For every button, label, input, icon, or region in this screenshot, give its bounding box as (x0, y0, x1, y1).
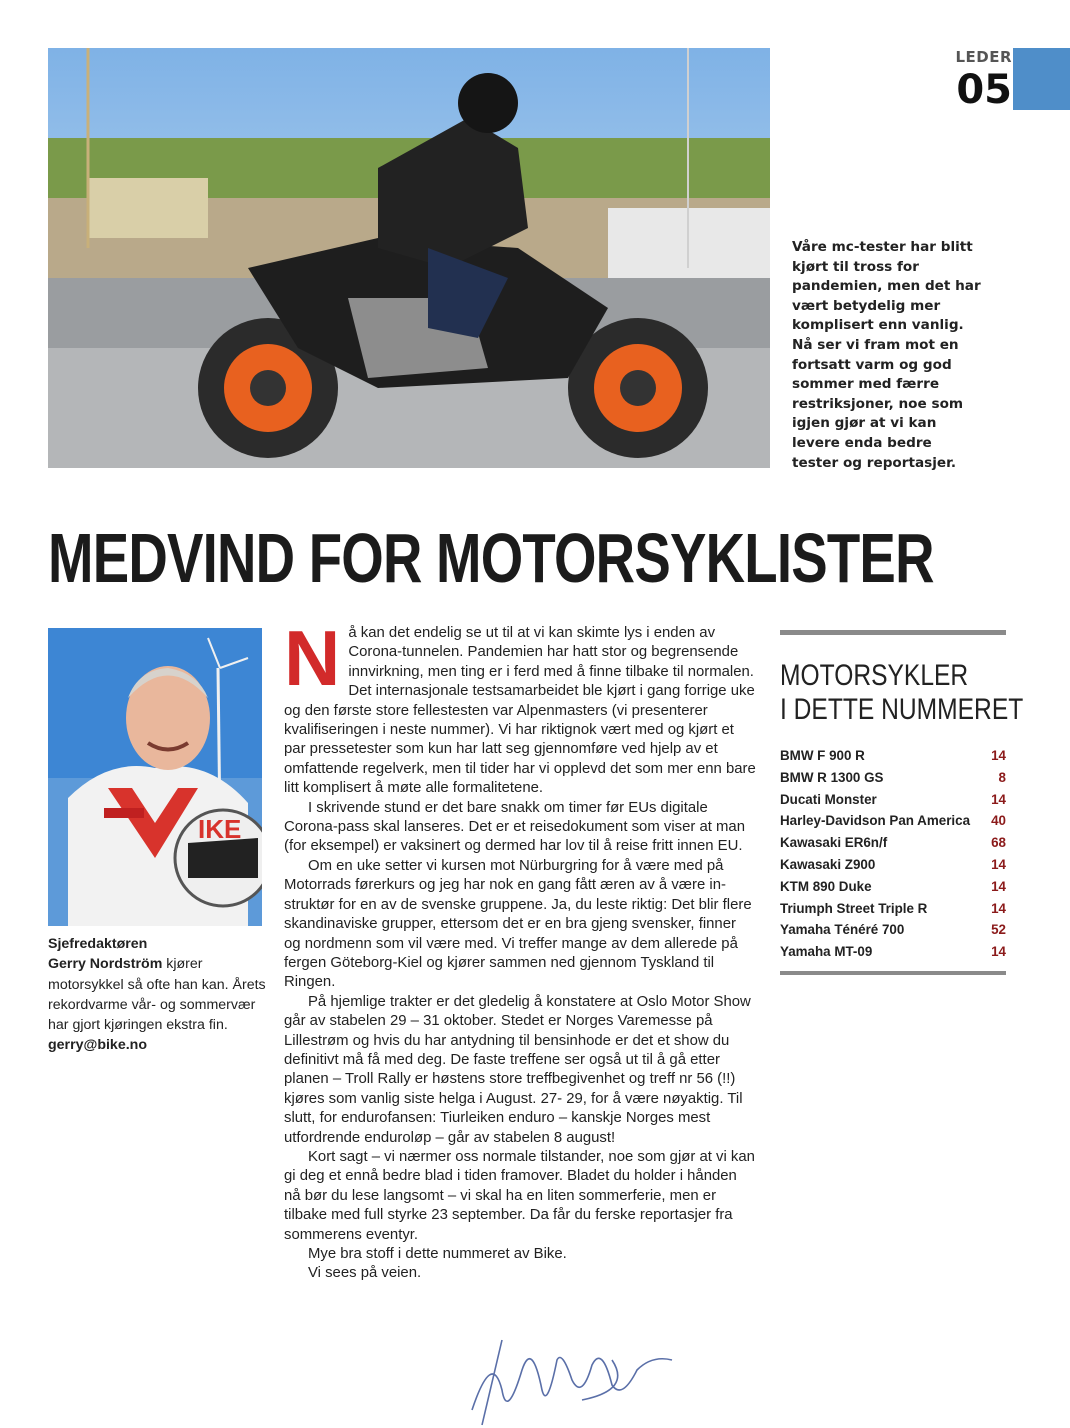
article-paragraph: På hjemlige trakter er det gledelig å konstatere at Oslo Motor Show går av stabelen 29 – 31 oktober. Stedet er Norges Varemesse på Lillestrøm og hvis du har antydning til bensinhode er det et show du definitivt må få med deg. De faste treffene ser også ut til å gå etter planen – Troll Rally er høstens store treffbegivenhet og treff nr 56 (!!) kjøres som vanlig siste helga i August. 27- 29, for å være nøyaktig. Til slutt, for endurofansen: Tiurleiken enduro – kanskje Norges mest utfordrende enduroløp – går av stabelen 8 august! (284, 993, 751, 1146)
article-paragraph: Kort sagt – vi nærmer oss normale tilstander, noe som gjør at vi kan gi deg et ennå bedre blad i tiden framover. Bladet du holder i hånden nå bør du lese langsomt – vi skal ha en liten sommerferie, men er tilbake med full styrke 23 september. Da får du ferske reportasjer fra sommerens eventyr. (284, 1148, 755, 1243)
bike-page: 14 (991, 944, 1006, 960)
bike-page: 52 (991, 922, 1006, 938)
bike-list-item (780, 941, 1006, 963)
bike-page: 14 (991, 791, 1006, 807)
sidebar-title (780, 659, 1024, 727)
bike-page: 40 (991, 813, 1006, 829)
bike-list-item (780, 854, 1006, 876)
editor-signature (462, 1330, 692, 1428)
bike-page: 14 (991, 856, 1006, 872)
headline-bold: MEDVIND (48, 519, 295, 597)
bike-name: Yamaha Ténéré 700 (780, 922, 905, 938)
section-label: LEDER (955, 48, 1012, 66)
sidebar-bikes (780, 630, 1024, 975)
article-paragraph: Vi sees på veien. (308, 1265, 422, 1282)
editor-role: Sjefredaktøren (48, 936, 148, 952)
helmet-logo-text: IKE (198, 814, 242, 844)
editor-bio-rest: kjører motorsykkel så ofte han kan. Årets rekordvarme vår- og sommervær har gjort kjøringen ekstra fin. (48, 956, 266, 1034)
page-number: 05 (956, 67, 1012, 113)
hero-photo (48, 48, 770, 468)
headline-light: FOR MOTORSYKLISTER (294, 519, 934, 597)
bike-page: 14 (991, 878, 1006, 894)
article-paragraph: å kan det endelig se ut til at vi kan skimte lys i enden av Corona-tunnelen. Pandemien har hatt stor og begrensende innvirkning, men ting er i ferd med å finne tilbake til normalen. Det internasjonale testsamarbeidet ble kjørt i gang forrige uke og den første store fellestesten var Alpenmasters (vi presenterer kvalifiseringen i neste nummer). Vi har riktignok vært med og kjørt et par pressetester som kun har latt seg gjennomføre ved hjelp av et omfattende regelverk, men til tider har vi opplevd det som mer enn bare litt komplisert å møte alle formalitetene. (284, 625, 756, 797)
bike-page: 14 (991, 900, 1006, 916)
bike-list-item (780, 810, 1006, 832)
editor-bio (48, 934, 268, 1056)
bike-list-item (780, 745, 1006, 767)
bike-name: Kawasaki Z900 (780, 856, 876, 872)
motorcycle-rider-image (48, 48, 770, 468)
bike-name: Triumph Street Triple R (780, 900, 928, 916)
bike-list-item (780, 832, 1006, 854)
bike-page: 68 (991, 835, 1006, 851)
sidebar-title-line2: I DETTE NUMMERET (780, 693, 1024, 726)
article-paragraph: Om en uke setter vi kursen mot Nürburgring for å være med på Motorrads førerkurs og jeg har nok en gang fått æren av å være instruktør for en av de svenske gruppene. Ja, du leste riktig: Det blir flere skandinaviske grupper, ettersom det er en bra gjeng svensker, finner og nordmenn som vil være med. Vi treffer mange av dem allerede på fergen Göteborg-Kiel og kjører sammen ned gjennom Tyskland til Ringen. (284, 857, 752, 991)
bike-name: BMW F 900 R (780, 748, 865, 763)
bike-list-item (780, 898, 1006, 920)
drop-cap: N (284, 614, 341, 702)
article-paragraph: I skrivende stund er det bare snakk om timer før EUs digitale Corona-pass skal lanseres. Det er et reisedokument som viser at man (for eksempel) er vaksinert og dermed har lov til å reise fritt innen EU. (284, 799, 745, 855)
editor-photo (48, 628, 262, 926)
blue-accent-tab (1013, 48, 1070, 110)
bike-list (780, 745, 1006, 963)
section-tab (950, 48, 1012, 112)
article-body (284, 614, 756, 1284)
bike-list-item (780, 876, 1006, 898)
editor-email[interactable]: gerry@bike.no (48, 1037, 147, 1054)
headline (48, 518, 934, 598)
sidebar-rule-top (780, 630, 1006, 635)
article-paragraph: Mye bra stoff i dette nummeret av Bike. (308, 1246, 567, 1262)
bike-name: Ducati Monster (780, 791, 877, 807)
bike-name: BMW R 1300 GS (780, 769, 884, 785)
editor-name: Gerry Nordström (48, 956, 163, 973)
bike-name: Kawasaki ER6n/f (780, 835, 888, 851)
bike-name: KTM 890 Duke (780, 878, 872, 894)
signature-scribble (462, 1330, 692, 1428)
bike-name: Yamaha MT-09 (780, 944, 873, 960)
editor-portrait (48, 628, 262, 926)
sidebar-title-line1: MOTORSYKLER (780, 659, 969, 692)
bike-page: 14 (991, 748, 1006, 763)
bike-name: Harley-Davidson Pan America (780, 813, 971, 829)
bike-list-item (780, 919, 1006, 941)
bike-list-item (780, 789, 1006, 811)
bike-page: 8 (998, 769, 1006, 785)
sidebar-rule-bottom (780, 971, 1006, 975)
editor-bio-text (48, 954, 268, 1035)
bike-list-item (780, 767, 1006, 789)
photo-caption: Våre mc-tester har blitt kjørt til tross for pandemien, men det har vært betydelig mer komplisert enn vanlig. Nå ser vi fram mot en fortsatt varm og god sommer med færre restriksjoner, noe som igjen gjør at vi kan levere enda bedre tester og reportasjer. (792, 239, 981, 471)
